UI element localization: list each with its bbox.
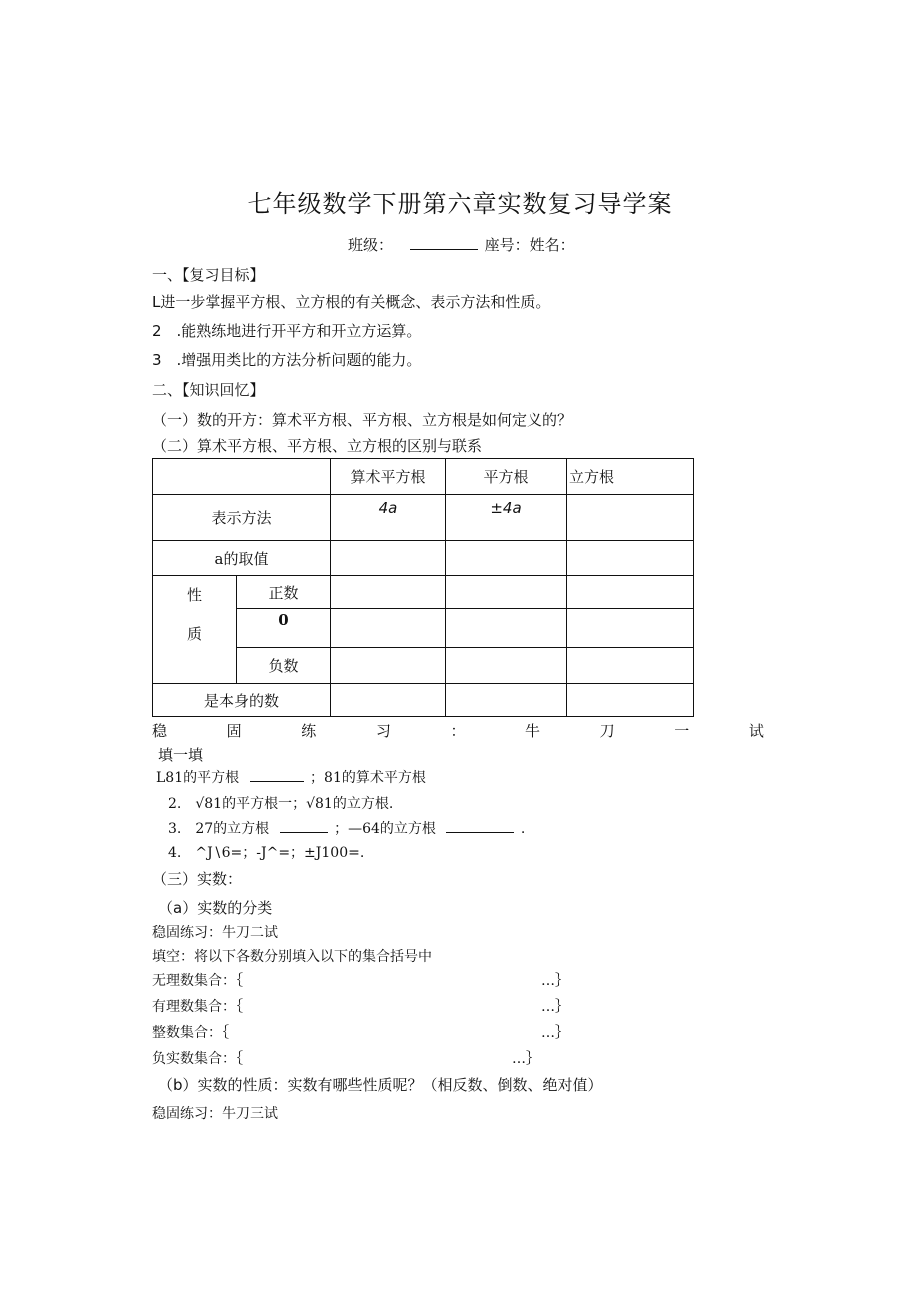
header-cube-root: 立方根 xyxy=(567,459,694,495)
question-2: 2. √81的平方根一；√81的立方根. xyxy=(168,796,394,812)
subsection-b: （b）实数的性质：实数有哪些性质呢？（相反数、倒数、绝对值） xyxy=(158,1076,603,1094)
negative-set-label: 负实数集合：｛ xyxy=(152,1051,243,1067)
page-title: 七年级数学下册第六章实数复习导学案 xyxy=(247,190,673,218)
row-label-self: 是本身的数 xyxy=(153,684,331,717)
rational-set-label: 有理数集合：｛ xyxy=(152,999,243,1015)
section-3-heading: （三）实数： xyxy=(152,870,243,888)
question-1 xyxy=(156,767,426,787)
question-3-part-a: 3. 27的立方根 xyxy=(168,821,270,837)
practice-1-char: 试 xyxy=(748,722,764,740)
rational-set-end: …｝ xyxy=(541,999,569,1015)
practice-1-char: 习 xyxy=(375,722,391,740)
irrational-set-label: 无理数集合：｛ xyxy=(152,973,243,989)
practice-1-char: 固 xyxy=(226,722,242,740)
row-label-negative: 负数 xyxy=(237,648,331,684)
objective-3: 3 .增强用类比的方法分析问题的能力。 xyxy=(152,351,422,369)
prop-char-2: 质 xyxy=(186,625,202,643)
subsection-a: （a）实数的分类 xyxy=(158,899,273,917)
seat-name-label: 座号：姓名： xyxy=(484,236,575,254)
question-4: 4. ^J∖6=；-J^=；±J100=. xyxy=(168,845,365,861)
practice-2-heading: 稳固练习：牛刀二试 xyxy=(152,925,278,941)
practice-1-char: 牛 xyxy=(525,722,541,740)
negative-cube xyxy=(567,648,694,684)
header-arith-root: 算术平方根 xyxy=(331,459,446,495)
question-1-blank xyxy=(250,767,304,782)
negative-square xyxy=(446,648,567,684)
self-arith xyxy=(331,684,446,717)
section-1-heading: 一、【复习目标】 xyxy=(152,266,265,284)
negative-arith xyxy=(331,648,446,684)
self-cube xyxy=(567,684,694,717)
fill-instruction: 填空：将以下各数分别填入以下的集合括号中 xyxy=(152,949,432,965)
zero-square xyxy=(446,609,567,648)
range-square xyxy=(446,541,567,576)
self-square xyxy=(446,684,567,717)
method-arith: 4a xyxy=(331,495,446,541)
row-label-zero: 0 xyxy=(237,609,331,648)
practice-1-char: ： xyxy=(450,722,466,740)
class-blank xyxy=(410,235,478,250)
method-cube xyxy=(567,495,694,541)
practice-1-heading xyxy=(152,720,764,741)
question-3 xyxy=(168,818,525,838)
question-3-blank-2 xyxy=(446,818,514,833)
positive-cube xyxy=(567,576,694,609)
range-arith xyxy=(331,541,446,576)
question-3-blank-1 xyxy=(280,818,328,833)
practice-1-char: 一 xyxy=(674,722,690,740)
class-label: 班级： xyxy=(348,236,394,254)
irrational-set-end: …｝ xyxy=(541,973,569,989)
negative-set-end: …｝ xyxy=(512,1051,540,1067)
subsection-2: （二）算术平方根、平方根、立方根的区别与联系 xyxy=(152,437,483,455)
positive-arith xyxy=(331,576,446,609)
table-corner-cell xyxy=(153,459,331,495)
zero-cube xyxy=(567,609,694,648)
section-2-heading: 二、【知识回忆】 xyxy=(152,381,265,399)
zero-arith xyxy=(331,609,446,648)
row-label-method: 表示方法 xyxy=(153,495,331,541)
question-1-part-a: L81的平方根 xyxy=(156,770,240,786)
positive-square xyxy=(446,576,567,609)
integer-set-label: 整数集合：｛ xyxy=(152,1025,229,1041)
prop-char-1: 性 xyxy=(186,586,202,604)
question-1-part-b: ；81的算术平方根 xyxy=(310,770,426,786)
method-square: ±4a xyxy=(446,495,567,541)
row-label-properties xyxy=(153,576,237,684)
question-3-end: . xyxy=(520,821,526,837)
range-cube xyxy=(567,541,694,576)
fill-in-label: 填一填 xyxy=(158,746,204,764)
comparison-table xyxy=(152,458,694,717)
objective-2: 2 .能熟练地进行开平方和开立方运算。 xyxy=(152,322,422,340)
header-square-root: 平方根 xyxy=(446,459,567,495)
practice-3-heading: 稳固练习：牛刀三试 xyxy=(152,1106,278,1122)
practice-1-char: 练 xyxy=(301,722,317,740)
subsection-1: （一）数的开方：算术平方根、平方根、立方根是如何定义的？ xyxy=(152,411,573,429)
class-line xyxy=(348,234,575,255)
objective-1: L进一步掌握平方根、立方根的有关概念、表示方法和性质。 xyxy=(152,293,551,311)
question-3-part-b: ；—64的立方根 xyxy=(334,821,436,837)
row-label-positive: 正数 xyxy=(237,576,331,609)
practice-1-char: 稳 xyxy=(152,722,168,740)
integer-set-end: …｝ xyxy=(541,1025,569,1041)
practice-1-char: 刀 xyxy=(599,722,615,740)
row-label-range: a的取值 xyxy=(153,541,331,576)
